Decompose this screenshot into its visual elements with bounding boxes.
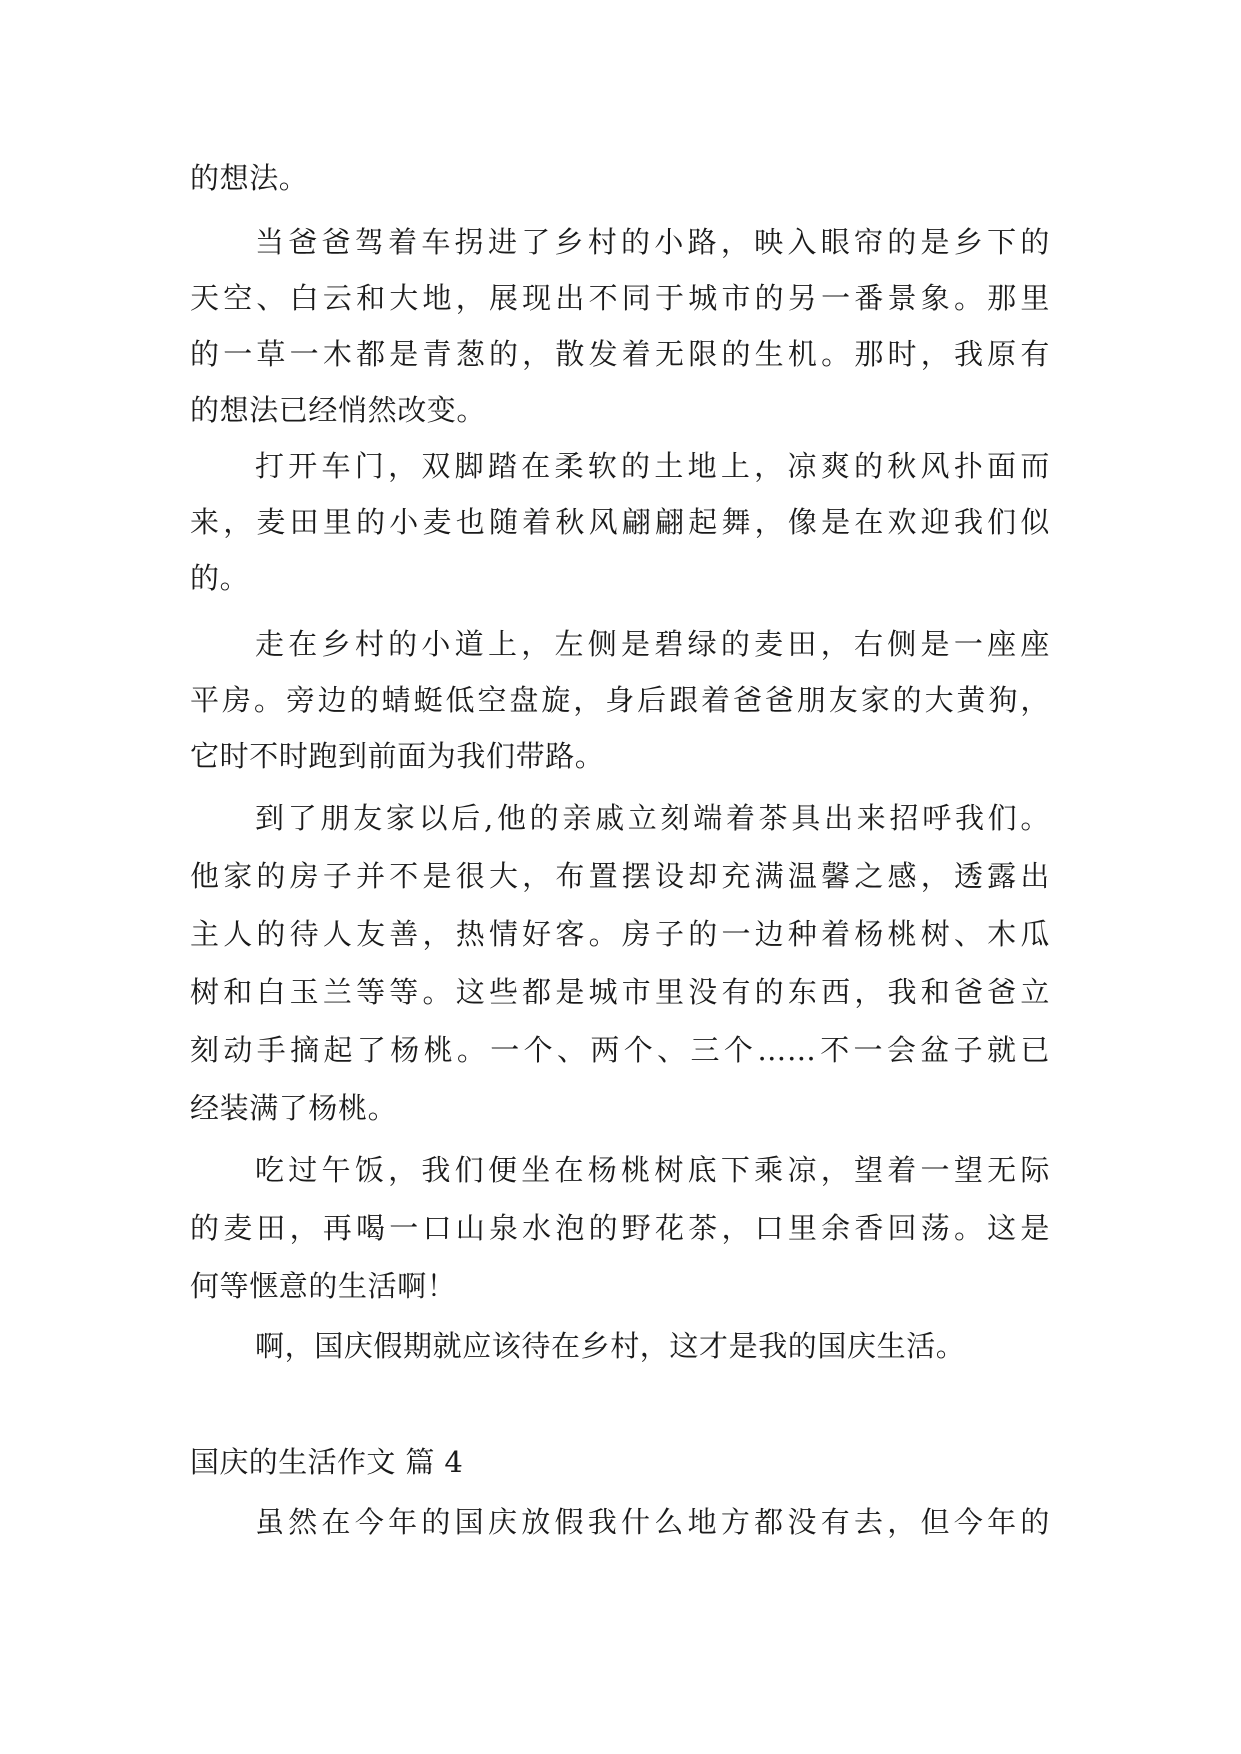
section-heading: 国庆的生活作文 篇 4	[190, 1445, 464, 1479]
text-line: 他家的房子并不是很大，布置摆设却充满温馨之感，透露出	[190, 859, 1050, 893]
text-line: 平房。旁边的蜻蜓低空盘旋，身后跟着爸爸朋友家的大黄狗，	[190, 683, 1050, 717]
text-line: 的想法。	[190, 161, 309, 195]
paragraph-first-line: 当爸爸驾着车拐进了乡村的小路，映入眼帘的是乡下的	[255, 225, 1050, 259]
text-line: 刻动手摘起了杨桃。一个、两个、三个……不一会盆子就已	[190, 1033, 1050, 1067]
paragraph-first-line: 虽然在今年的国庆放假我什么地方都没有去，但今年的	[255, 1505, 1050, 1539]
text-line: 何等惬意的生活啊！	[190, 1269, 457, 1303]
text-line: 来，麦田里的小麦也随着秋风翩翩起舞，像是在欢迎我们似	[190, 505, 1050, 539]
text-line: 它时不时跑到前面为我们带路。	[190, 739, 605, 773]
paragraph-first-line: 打开车门，双脚踏在柔软的土地上，凉爽的秋风扑面而	[255, 449, 1050, 483]
paragraph-first-line: 吃过午饭，我们便坐在杨桃树底下乘凉，望着一望无际	[255, 1153, 1050, 1187]
paragraph-first-line: 到了朋友家以后,他的亲戚立刻端着茶具出来招呼我们。	[255, 801, 1050, 835]
text-line: 的想法已经悄然改变。	[190, 393, 487, 427]
text-line: 树和白玉兰等等。这些都是城市里没有的东西，我和爸爸立	[190, 975, 1050, 1009]
text-line: 主人的待人友善，热情好客。房子的一边种着杨桃树、木瓜	[190, 917, 1050, 951]
text-line: 天空、白云和大地，展现出不同于城市的另一番景象。那里	[190, 281, 1050, 315]
text-line: 的一草一木都是青葱的，散发着无限的生机。那时，我原有	[190, 337, 1050, 371]
text-line: 的。	[190, 561, 250, 595]
text-line: 的麦田，再喝一口山泉水泡的野花茶，口里余香回荡。这是	[190, 1211, 1050, 1245]
paragraph-first-line: 走在乡村的小道上，左侧是碧绿的麦田，右侧是一座座	[255, 627, 1050, 661]
paragraph-first-line: 啊，国庆假期就应该待在乡村，这才是我的国庆生活。	[255, 1329, 966, 1363]
text-line: 经装满了杨桃。	[190, 1091, 398, 1125]
